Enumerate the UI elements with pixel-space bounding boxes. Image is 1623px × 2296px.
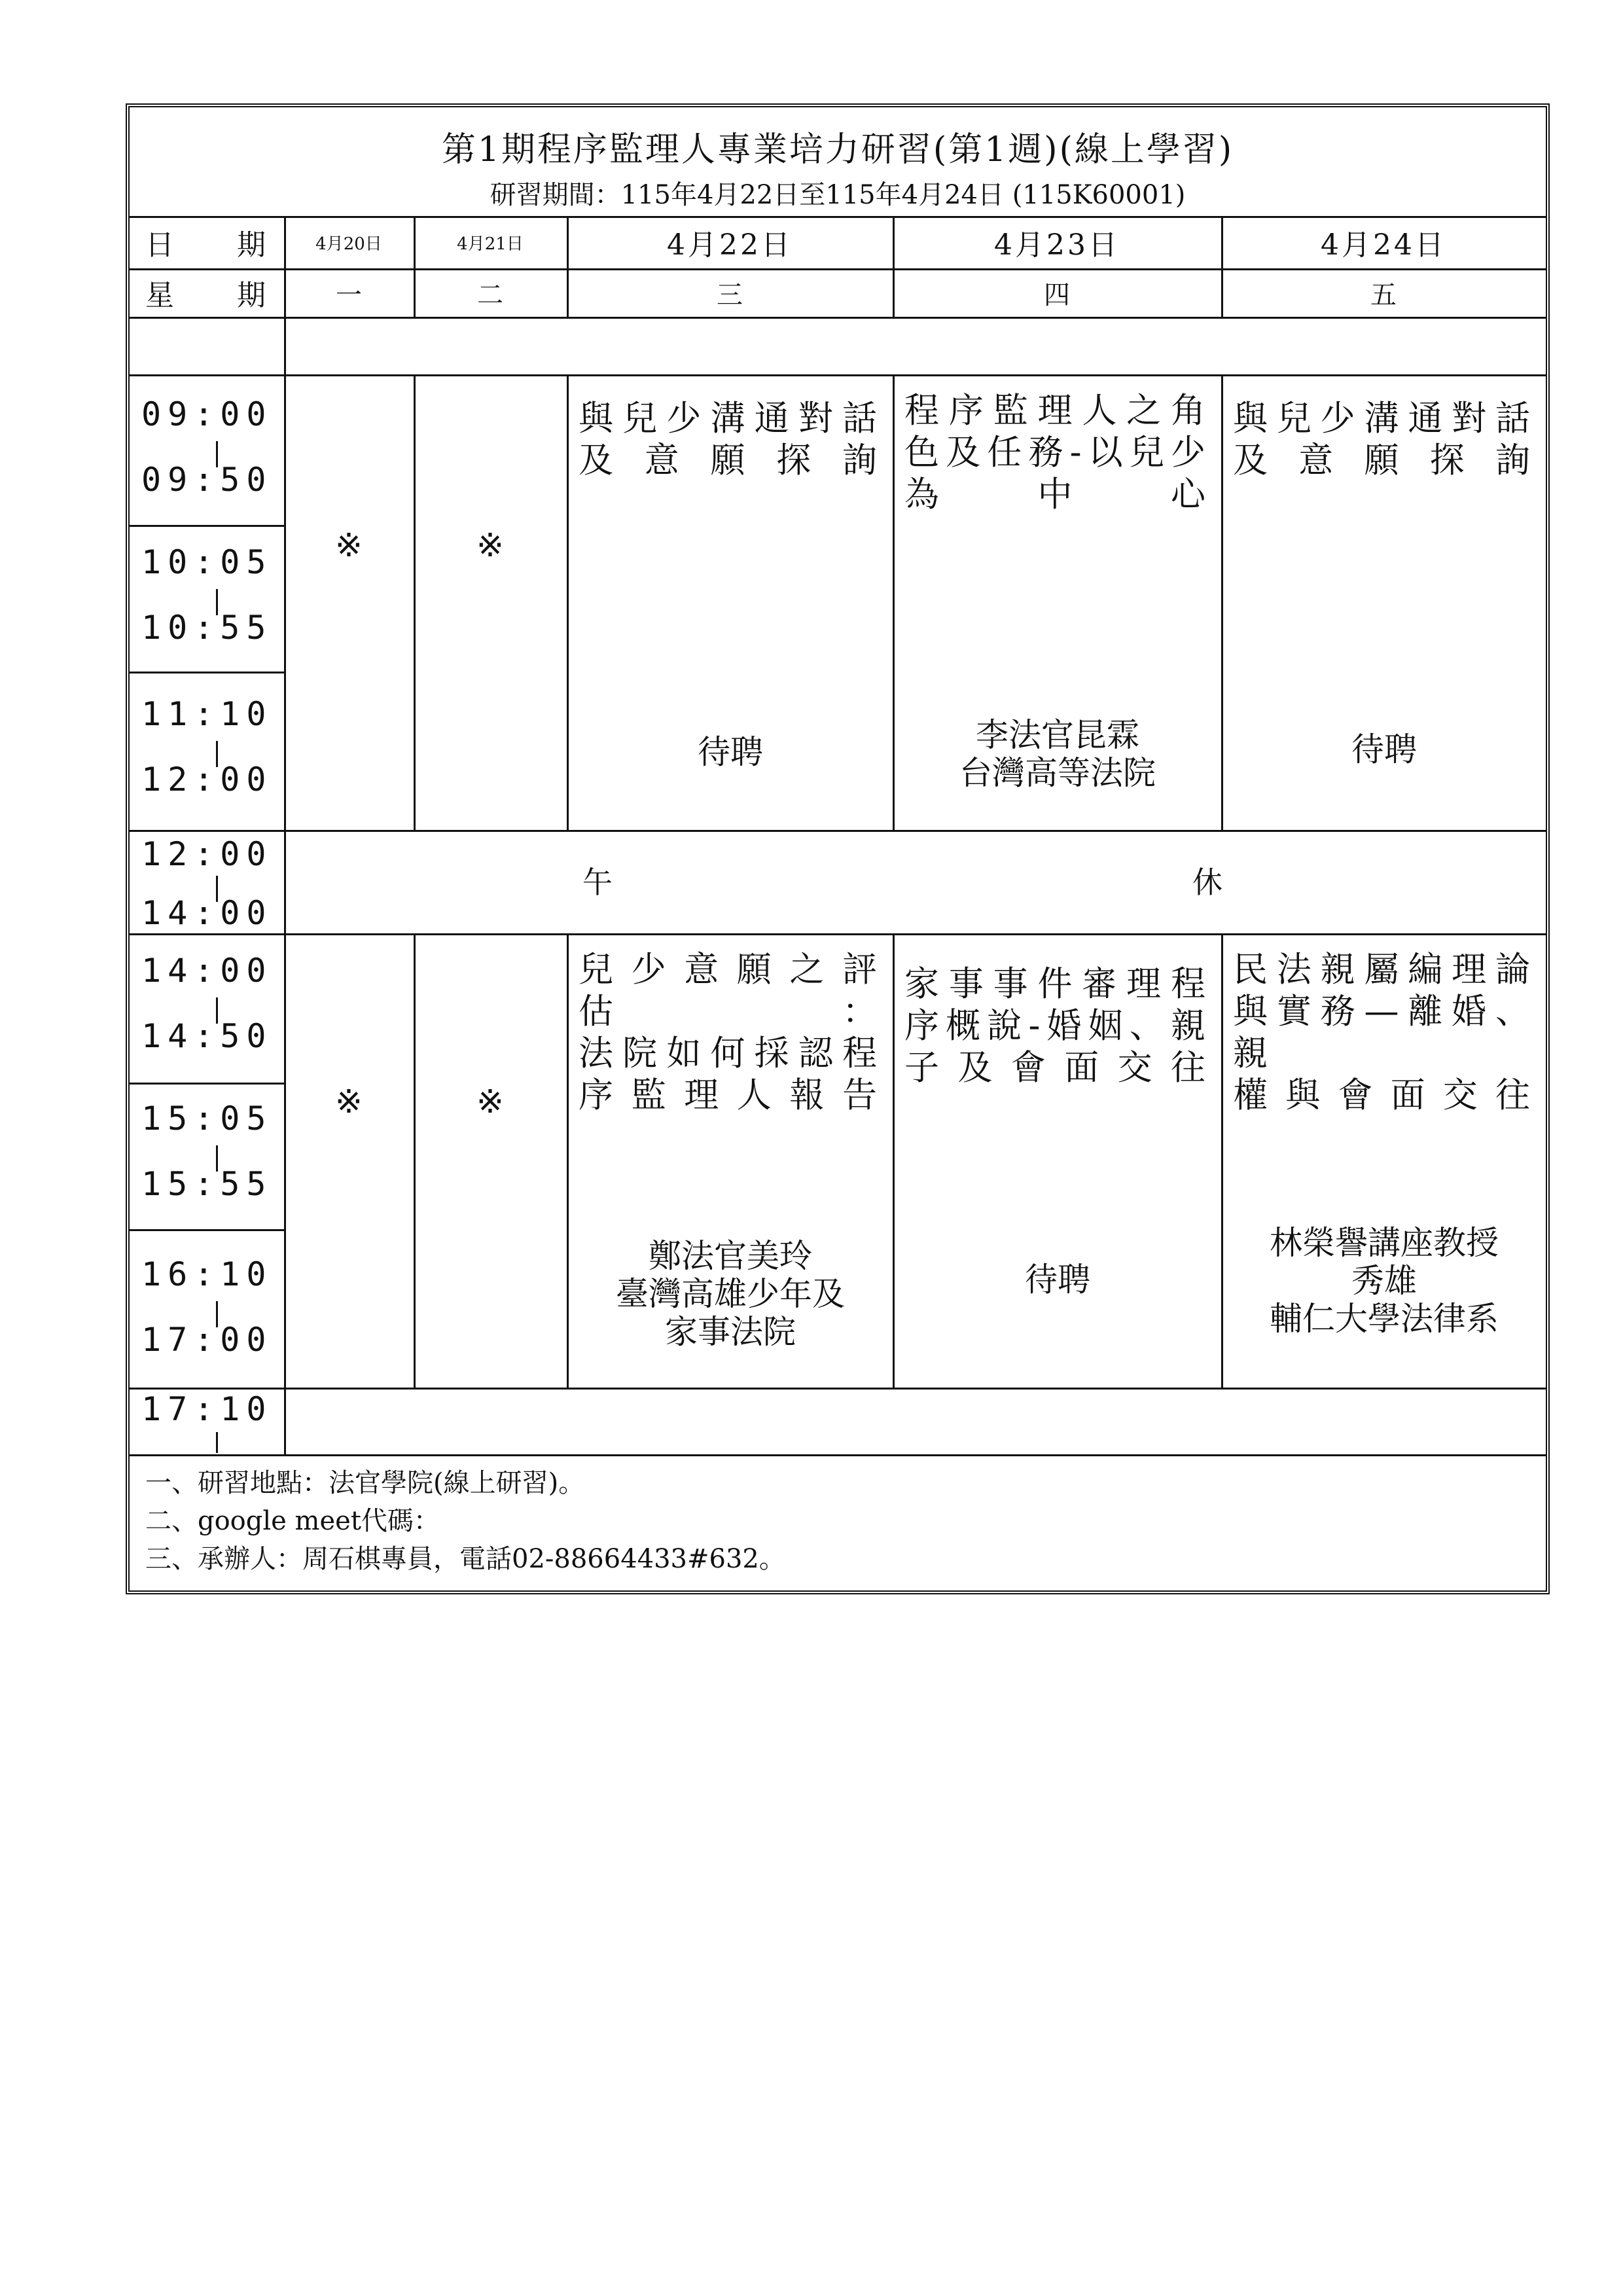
weekday-label xyxy=(130,268,284,317)
time-start: 16:10 xyxy=(141,1255,273,1293)
topic-line: 程序監理人之角 xyxy=(904,391,1211,431)
weekday-cell: 一 xyxy=(336,279,362,310)
no-class-mark: ※ xyxy=(335,1083,363,1121)
lunch-label: 休 xyxy=(1192,865,1222,900)
time-end: 10:55 xyxy=(141,609,273,647)
topic-line: 序監理人報告 xyxy=(579,1075,882,1115)
course-instructor xyxy=(1222,1224,1546,1338)
weekday-label-char: 星 xyxy=(145,279,177,312)
weekday-cell: 三 xyxy=(717,279,743,310)
course-topic xyxy=(568,949,893,1117)
instructor-line: 秀雄 xyxy=(1351,1262,1417,1300)
grid-line xyxy=(130,1229,284,1231)
topic-line: 與兒少溝通對話 xyxy=(579,399,882,439)
date-cell: 4月23日 xyxy=(994,228,1120,262)
instructor-line: 鄭法官美玲 xyxy=(649,1237,812,1275)
date-cell: 4月24日 xyxy=(1321,228,1446,262)
note-meet-code: 二、google meet代碼： xyxy=(145,1506,440,1536)
topic-line: 序概說-婚姻、親 xyxy=(904,1006,1211,1046)
topic-line: 色及任務-以兒少 xyxy=(904,433,1211,473)
time-end: 15:55 xyxy=(141,1165,273,1203)
instructor-line: 待聘 xyxy=(1025,1261,1090,1299)
time-start: 09:00 xyxy=(141,395,273,433)
topic-line: 家事事件審理程 xyxy=(904,964,1211,1004)
time-start: 14:00 xyxy=(141,952,273,990)
course-instructor xyxy=(894,716,1221,792)
instructor-line: 台灣高等法院 xyxy=(959,754,1156,792)
course-topic xyxy=(1222,398,1546,482)
date-label-char: 日 xyxy=(145,228,177,262)
topic-line: 兒少意願之評估： xyxy=(579,950,882,1031)
course-topic xyxy=(568,398,893,482)
grid-line xyxy=(284,216,286,1454)
date-label-char: 期 xyxy=(237,228,268,262)
time-end: 14:00 xyxy=(141,894,273,932)
date-cell: 4月22日 xyxy=(667,228,793,262)
lunch-label: 午 xyxy=(582,865,613,900)
grid-line xyxy=(130,525,284,527)
time-end: 09:50 xyxy=(141,461,273,499)
topic-line: 權與會面交往 xyxy=(1233,1075,1535,1115)
course-topic xyxy=(1222,949,1546,1117)
instructor-line: 待聘 xyxy=(698,733,763,771)
training-period: 研習期間：115年4月22日至115年4月24日 (115K60001) xyxy=(490,180,1186,210)
schedule-table xyxy=(126,103,1550,1594)
grid-line xyxy=(414,933,416,1388)
course-topic xyxy=(894,390,1221,516)
date-cell: 4月20日 xyxy=(315,234,382,254)
time-end: 17:10 xyxy=(141,1390,273,1428)
instructor-line: 李法官昆霖 xyxy=(976,716,1139,754)
no-class-mark: ※ xyxy=(476,526,504,564)
instructor-line: 待聘 xyxy=(1351,730,1417,768)
time-start: 15:05 xyxy=(141,1100,273,1138)
time-end: 17:00 xyxy=(141,1321,273,1359)
topic-line: 及意願探詢 xyxy=(579,440,882,480)
grid-line xyxy=(130,830,1546,832)
instructor-line: 輔仁大學法律系 xyxy=(1270,1300,1499,1338)
weekday-cell: 二 xyxy=(477,279,503,310)
time-start: 10:05 xyxy=(141,543,273,581)
grid-line xyxy=(414,374,416,830)
instructor-line: 林榮譽講座教授 xyxy=(1270,1224,1499,1262)
time-start: 11:10 xyxy=(141,695,273,733)
grid-line xyxy=(130,672,284,673)
schedule-title: 第1期程序監理人專業培力研習(第1週)(線上學習) xyxy=(441,130,1234,170)
grid-line xyxy=(130,933,1546,935)
course-instructor xyxy=(1222,730,1546,768)
instructor-line: 臺灣高雄少年及 xyxy=(616,1275,845,1313)
no-class-mark: ※ xyxy=(476,1083,504,1121)
time-end: 14:50 xyxy=(141,1017,273,1055)
topic-line: 為中心 xyxy=(904,475,1211,514)
course-instructor xyxy=(894,1261,1221,1299)
grid-line xyxy=(130,1388,1546,1390)
time-range-tick xyxy=(216,1432,218,1453)
weekday-label-char: 期 xyxy=(237,279,268,312)
weekday-cell: 五 xyxy=(1370,279,1397,310)
topic-line: 子及會面交往 xyxy=(904,1048,1211,1088)
grid-line xyxy=(130,1083,284,1085)
course-instructor xyxy=(568,1237,893,1351)
no-class-mark: ※ xyxy=(335,526,363,564)
date-label xyxy=(130,216,284,268)
grid-line xyxy=(130,317,1546,319)
instructor-line: 家事法院 xyxy=(665,1313,796,1351)
topic-line: 及意願探詢 xyxy=(1233,440,1535,480)
topic-line: 與兒少溝通對話 xyxy=(1233,399,1535,439)
course-topic xyxy=(894,963,1221,1089)
course-instructor xyxy=(568,733,893,771)
grid-line xyxy=(130,1454,1546,1456)
note-contact: 三、承辦人：周石棋專員，電話02-88664433#632。 xyxy=(145,1544,785,1574)
topic-line: 法院如何採認程 xyxy=(579,1033,882,1073)
date-cell: 4月21日 xyxy=(457,234,524,254)
weekday-cell: 四 xyxy=(1044,279,1070,310)
topic-line: 與實務—離婚、親 xyxy=(1233,992,1535,1073)
time-start: 12:00 xyxy=(141,835,273,873)
time-end: 12:00 xyxy=(141,761,273,798)
topic-line: 民法親屬編理論 xyxy=(1233,950,1535,990)
grid-line xyxy=(130,374,1546,376)
note-venue: 一、研習地點：法官學院(線上研習)。 xyxy=(145,1468,585,1498)
